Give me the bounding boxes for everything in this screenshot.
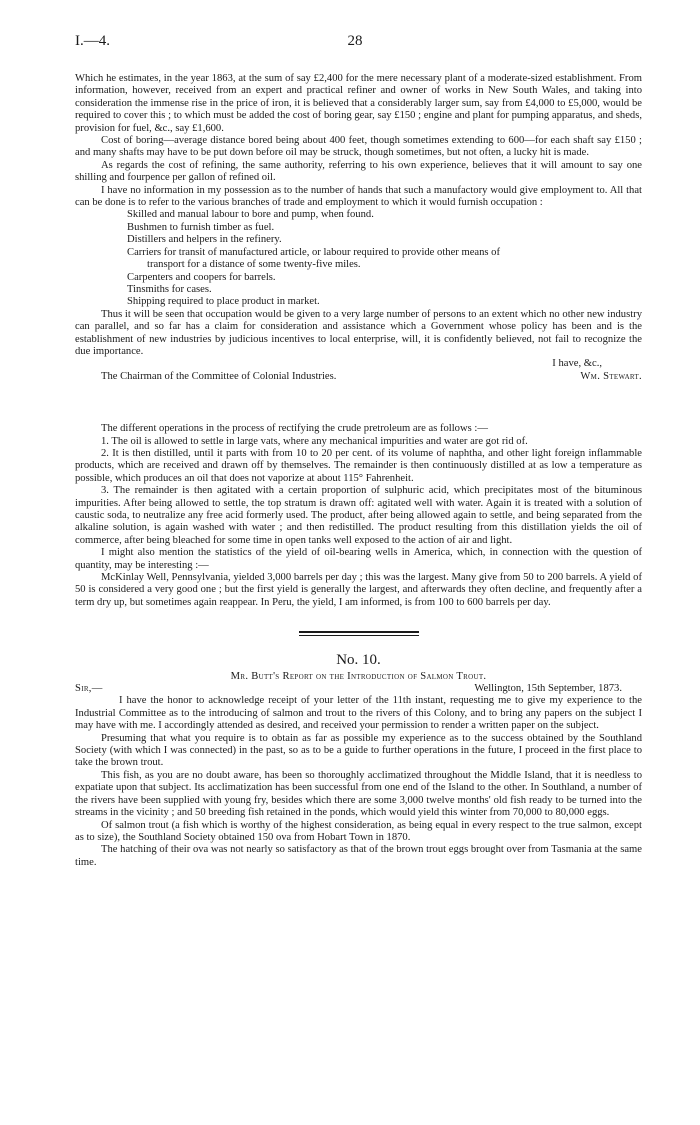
page-header — [75, 33, 635, 51]
process-paragraph: McKinlay Well, Pennsylvania, yielded 3,000 barrels per day ; this was the largest. Many give from 50 to 200 barrels. A yield of 50 is considered a very good one ; but the first yield is generally the largest, and afterwards they often decline, and frequently after a term dry up, but sometimes again reappear. In Peru, the yield, I am informed, is from 100 to 600 barrels per day. — [75, 572, 642, 608]
report-number: No. 10. — [336, 652, 381, 669]
dateline: Wellington, 15th September, 1873. — [474, 683, 622, 695]
report-title: Mr. Butt's Report on the Introduction of Salmon Trout. — [230, 670, 487, 682]
report-paragraph: Presuming that what you require is to obtain as far as possible my experience as to the success obtained by the Southland Society (with which I was connected) in the past, so as to be a guide to further operations in the future, I proceed in the first place to take the brown trout. — [75, 732, 642, 769]
page-number: 28 — [347, 33, 363, 49]
report-paragraph: Of salmon trout (a fish which is worthy of the highest consideration, as being equal in every respect to the true salmon, except as to size), the Southland Society obtained 150 ova from Hobart Town in 1870. — [75, 819, 642, 843]
page-body — [75, 73, 642, 869]
process-intro: The different operations in the process of rectifying the crude pretroleum are as follows :— — [101, 423, 488, 435]
occupation-item-text: Carriers for transit of manufactured article, or labour required to provide other means of — [127, 246, 500, 258]
letter-paragraph: I have no information in my possession as to the number of hands that such a manufactory would give employment to. All that can be done is to refer to the various branches of trade and employment to which it would furnish occupation : — [75, 184, 642, 209]
occupation-item: Shipping required to place product in market. — [127, 296, 320, 308]
occupation-item: Skilled and manual labour to bore and pump, when found. — [127, 209, 374, 221]
process-step: 1. The oil is allowed to settle in large vats, where any mechanical impurities and water are got rid of. — [101, 435, 528, 447]
section-spacer — [75, 609, 642, 631]
process-step: 2. It is then distilled, until it parts with from 10 to 20 per cent. of its volume of naphtha, and other light foreign inflammable products, which are received and drawn off by themselves. The remainder is then continuously distilled at as low a temperature as possible, which produces an oil that does not vaporize at about 115° Fahrenheit. — [75, 447, 642, 484]
section-spacer — [75, 383, 642, 423]
document-reference: I.—4. — [75, 33, 110, 49]
occupation-item: Distillers and helpers in the refinery. — [127, 234, 282, 246]
process-paragraph: I might also mention the statistics of the yield of oil-bearing wells in America, which, in connection with the question of quantity, may be interesting :— — [75, 547, 642, 571]
signature-row — [75, 371, 642, 383]
letter-paragraph: As regards the cost of refining, the same authority, referring to his own experience, believes that it will amount to say one shilling and fourpence per gallon of refined oil. — [75, 159, 642, 184]
salutation-row — [75, 683, 642, 695]
section-divider — [299, 631, 419, 636]
valediction: I have, &c., — [552, 358, 602, 370]
occupation-item: Carpenters and coopers for barrels. — [127, 271, 276, 283]
occupation-item — [75, 247, 642, 272]
closing-paragraph: Thus it will be seen that occupation would be given to a very large number of persons to an extent which no other new industry can parallel, and so far has a claim for consideration and assistance which a Government whose policy has been and is the establishment of new industries by judicious incentives to local enterprise, will, it is confidently believed, not fail to recognize the due importance. — [75, 308, 642, 357]
occupation-item: Bushmen to furnish timber as fuel. — [127, 221, 275, 233]
process-step: 3. The remainder is then agitated with a certain proportion of sulphuric acid, which precipitates most of the bituminous impurities. After being allowed to settle, the top stratum is drawn off: agitated well with water. Again it is treated with a solution of caustic soda, to neutralize any free acid formerly used. The product, after being allowed again to settle, and being separated from the alkaline solution, is again washed with water ; and then redistilled. The product resulting from this distillation yields the oil of commerce, after being bleached for some time in open tanks well exposed to the action of air and light. — [75, 485, 642, 546]
report-paragraph: This fish, as you are no doubt aware, has been so thoroughly acclimatized throughout the Middle Island, that it is needless to expatiate upon that subject. Its acclimatization has been successful from one end of the Island to the other. In Southland, a number of the rivers have been supplied with young fry, besides which there are some 3,000 twelve months' old fish ready to be turned into the streams in the vicinity ; and 50 breeding fish retained in the ponds, which would yield this winter from 70,000 to 80,000 eggs. — [75, 769, 642, 819]
report-paragraph: I have the honor to acknowledge receipt of your letter of the 11th instant, requesting me to give my experience to the Industrial Committee as to the introducing of salmon and trout to the rivers of this Colony, and to bring any papers on the subject I may have with me. I accordingly attended as desired, and received your permission to render a written paper on the subject. — [75, 695, 642, 732]
report-paragraph: The hatching of their ova was not nearly so satisfactory as that of the brown trout eggs brought over from Tasmania at the same time. — [75, 844, 642, 868]
salutation: Sir,— — [75, 683, 103, 695]
letter-paragraph: Cost of boring—average distance bored being about 400 feet, though sometimes extending to 600—for each shaft say £150 ; and many shafts may have to be put down before oil may be struck, though sometimes, but not often, a lucky hit is made. — [75, 135, 642, 159]
letter-paragraph: Which he estimates, in the year 1863, at the sum of say £2,400 for the mere necessary plant of a moderate-sized establishment. From information, however, received from an expert and practical refiner and owner of works in New South Wales, and taking into consideration the immense rise in the price of iron, it is believed that a considerably larger sum, say from £4,000 to £5,000, would be required to cover this ; to which must be added the cost of boring gear, say £150 ; engine and plant for pumping apparatus, and sheds, provision for fuel, &c., say £1,600. — [75, 73, 642, 134]
signer-name: Wm. Stewart. — [580, 370, 642, 382]
occupation-item-continuation: transport for a distance of some twenty-five miles. — [147, 259, 361, 271]
occupation-list — [75, 209, 642, 308]
occupation-item: Tinsmiths for cases. — [127, 283, 212, 295]
addressee: The Chairman of the Committee of Colonial Industries. — [101, 370, 337, 382]
